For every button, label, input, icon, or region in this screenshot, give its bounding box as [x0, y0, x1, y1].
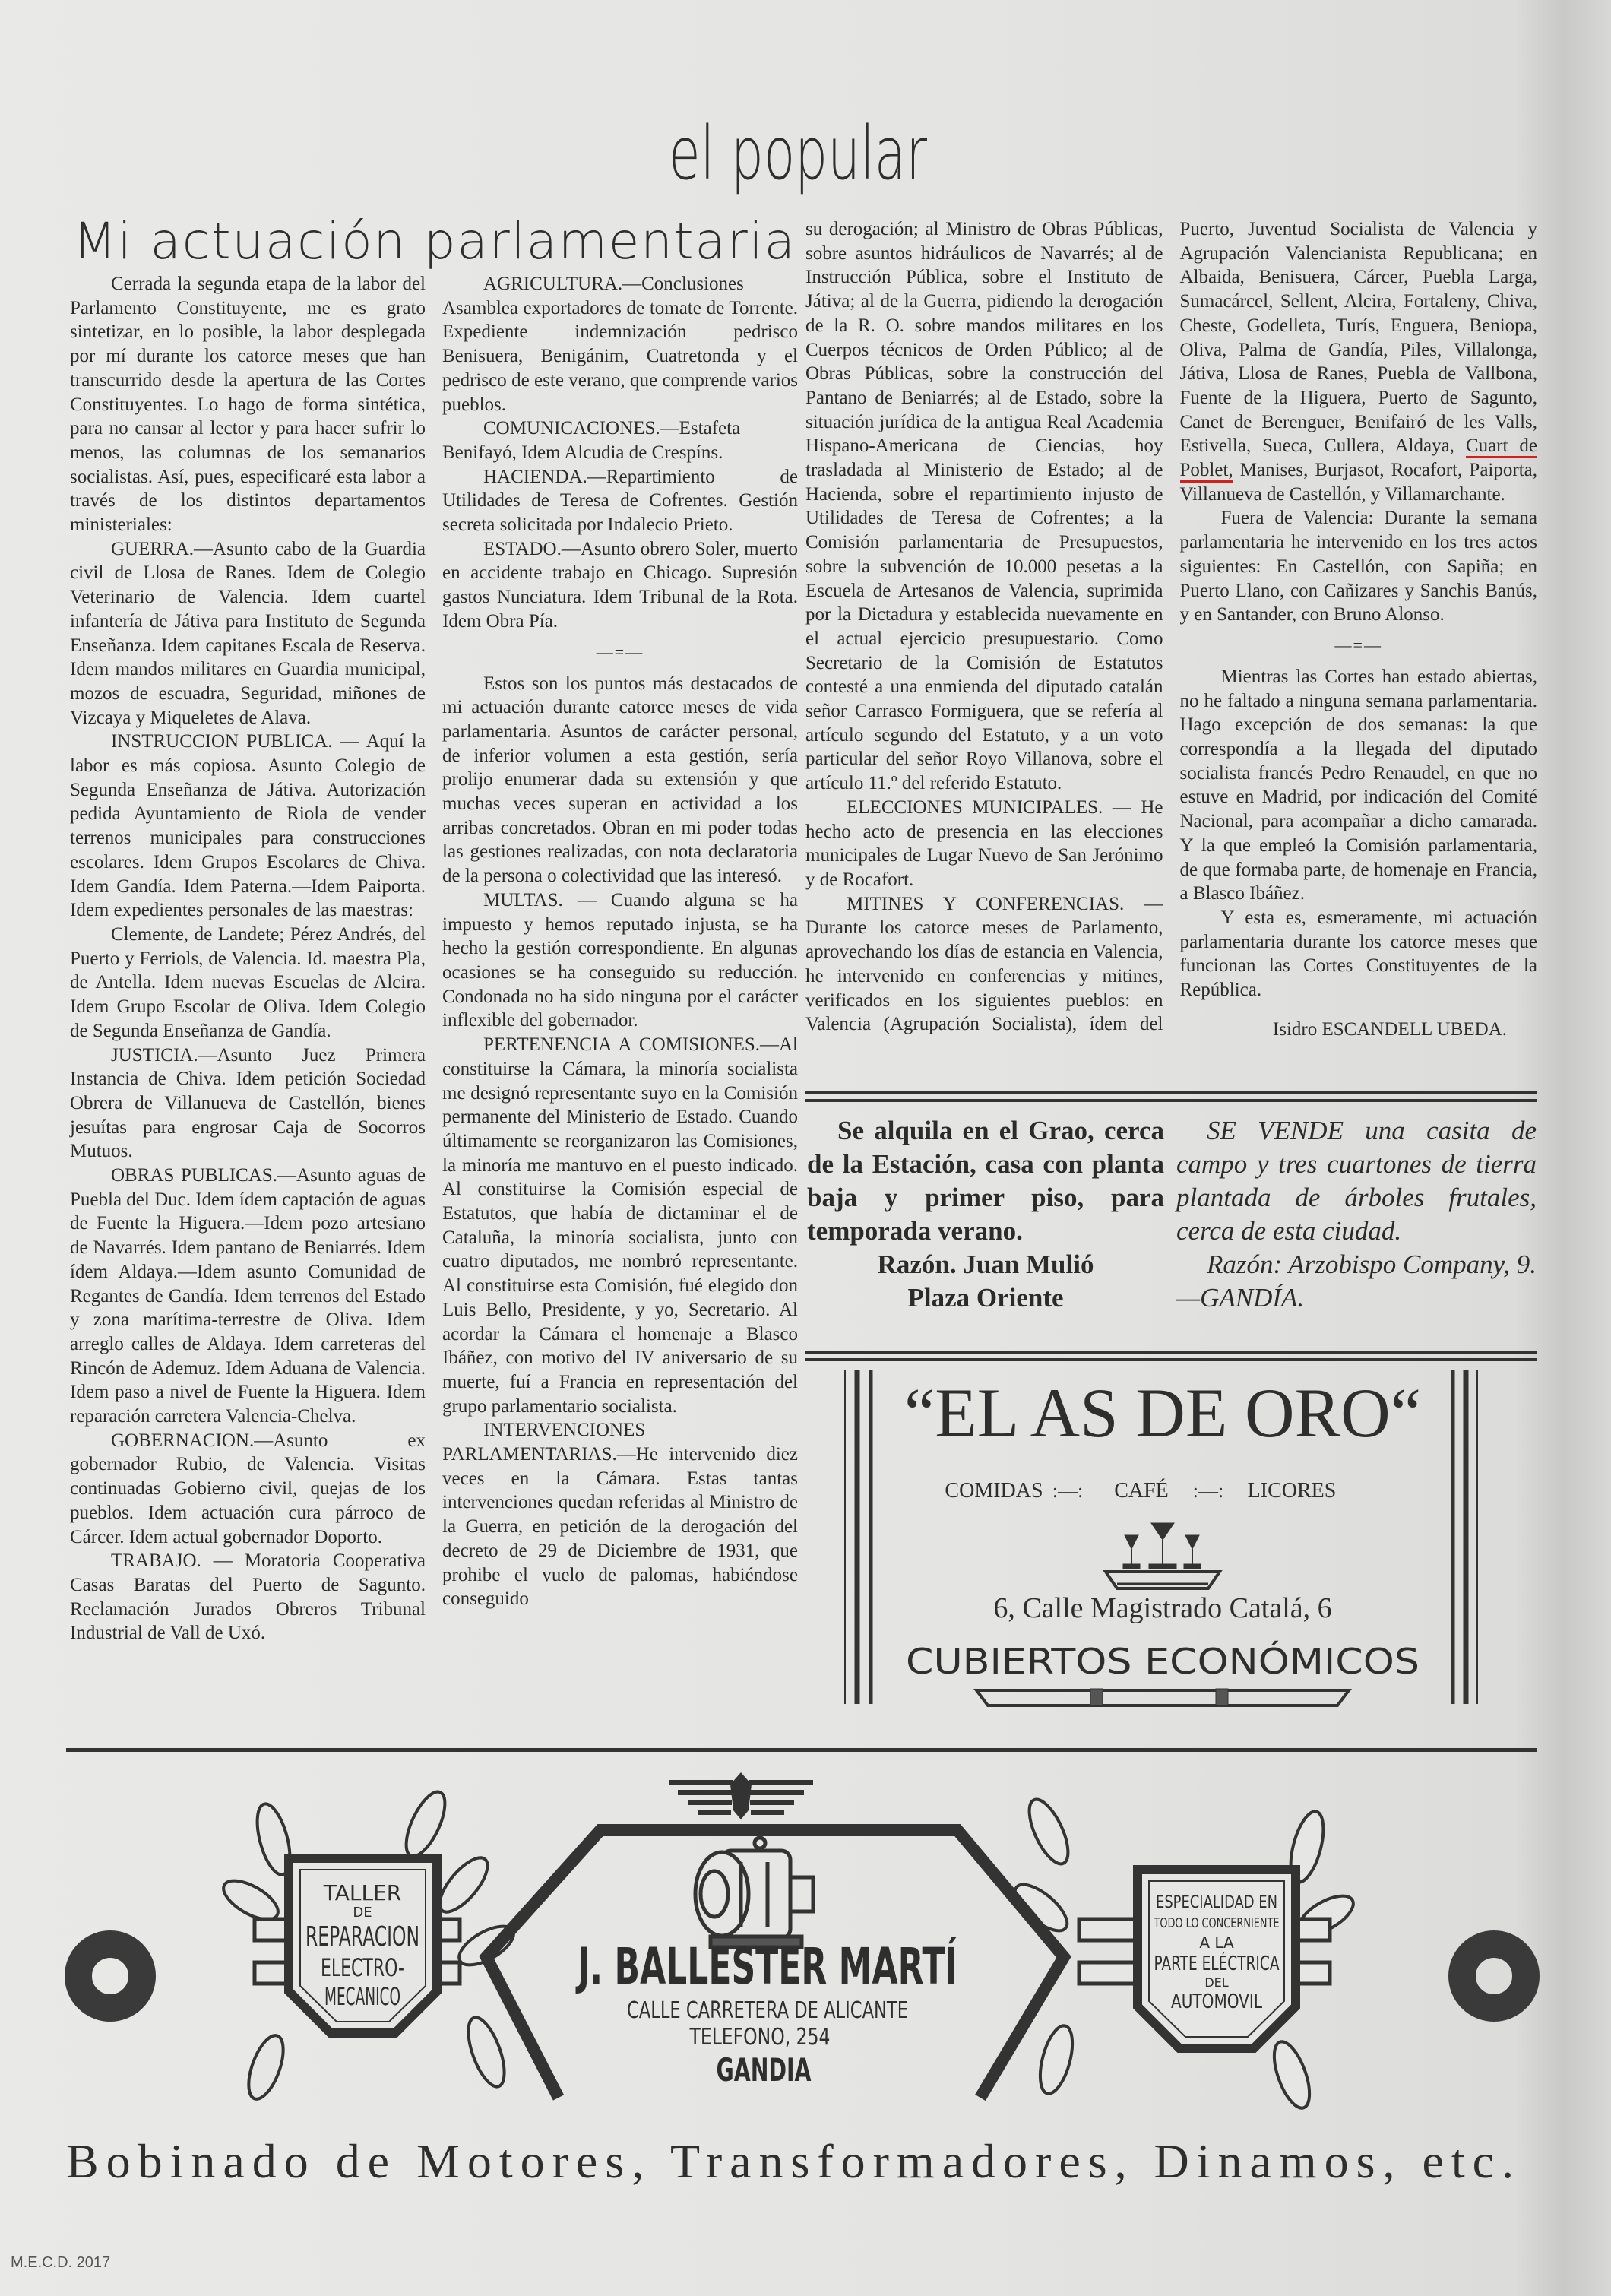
divider	[66, 1748, 1537, 1752]
article-paragraph: Clemente, de Landete; Pérez Andrés, del Puerto y Ferriols, de Valencia. Id. maestra Pla, de Antella. Idem nuevas Escuelas de Alcira. Idem Grupo Escolar de Oliva. Idem Colegio de Segunda Enseñanza de Gandía.	[70, 923, 426, 1041]
article-paragraph: INSTRUCCION PUBLICA. — Aquí la labor es más copiosa. Asunto Colegio de Segunda Enseñanza de Játiva. Autorización pedida Ayuntamiento de Riola de vender terrenos municipales para construcciones escolares. Idem Grupos Escolares de Chiva. Idem Gandía. Idem Paterna.—Idem Paiporta. Idem expedientes personales de las maestras:	[70, 731, 426, 921]
divider	[806, 1358, 1537, 1361]
as-de-oro-name: “EL AS DE ORO“	[904, 1374, 1421, 1452]
ad-venta-text	[1176, 1114, 1537, 1248]
article-paragraph: Mientras las Cortes han estado abiertas, no he faltado a ninguna semana parlamentaria. Hago excepción de dos semanas: la que correspondía a la llegada del diputado socialista francés Pedro Renaudel, en que no estuve en Madrid, por indicación del Comité Nacional, para acompañar a dicho camarada. Y la que empleó la Comisión parlamentaria, de que formaba parte, de homenaje en Francia, a Blasco Ibáñez.	[1179, 666, 1537, 904]
article-paragraph: AGRICULTURA.—Conclusiones Asamblea exportadores de tomate de Torrente. Expediente indemnización pedrisco Benisuera, Benigánim, Cuatretonda y el pedrisco de este verano, que comprende varios pueblos.	[442, 274, 798, 415]
signature: Isidro ESCANDELL UBEDA.	[1272, 1018, 1507, 1040]
service-licores: LICORES	[1247, 1479, 1337, 1503]
mitines-text: MITINES Y CONFERENCIAS. — Durante los catorce meses de Parlamento, aprovechando los días de estancia en Valencia, he intervenido en conferencias y mitines, verificados en los siguientes pueblos: en Valencia (Agrupación Socialista), ídem del Puerto, Juventud Socialista de Valencia y Agrupación Valencianista Republicana; en Albaida, Benisuera, Cárcer, Puebla Larga, Sumacárcel, Sellent, Alcira, Fortaleny, Chiva, Cheste, Godelleta, Turís, Enguera, Beniopa, Oliva, Palma de Gandía, Piles, Villalonga, Játiva, Llosa de Ranes, Puebla de Vallbona, Fuente de la Higuera, Puerto de Sagunto, Canet de Berenguer, Benifairó de les Valls, Estivella, Sueca, Cullera, Aldaya,	[806, 219, 1537, 1035]
article-paragraph: HACIENDA.—Repartimiento de Utilidades de Teresa de Cofrentes. Gestión secreta solicitada por Indalecio Prieto.	[442, 466, 798, 536]
article-paragraph: Cerrada la segunda etapa de la labor del Parlamento Constituyente, me es grato sintetizar, en lo posible, la labor desplegada por mí durante los catorce meses que han transcurrido desde la apertura de las Cortes Constituyentes. Lo hago de forma sintética, para no cansar al lector y para hacer sufrir lo menos, las columnas de los semanarios socialistas. Así, pues, especificaré esta labor a través de los distintos departamentos ministeriales:	[70, 274, 426, 536]
ad-venta	[1176, 1114, 1537, 1315]
shield-left-line: DE	[353, 1905, 372, 1921]
archive-credit: M.E.C.D. 2017	[11, 2254, 111, 2271]
article-paragraph: su derogación; al Ministro de Obras Públicas, sobre asuntos hidráulicos de Navarrés; al de Instrucción Pública, sobre el Instituto de Játiva; al de la Guerra, pidiendo la derogación de la R. O. sobre mandos militares en los Cuerpos técnicos de Orden Público; al de Obras Públicas, sobre la construcción del Pantano de Beniarrés; al de Estado, sobre la situación jurídica de la antigua Real Academia Hispano-Americana de Ciencias, hoy trasladada al Ministerio de Estado; al de Hacienda, sobre el repartimiento injusto de Utilidades de Teresa de Cofrentes; a la Comisión parlamentaria de Presupuestos, sobre la subvención de 10.000 pesetas a la Escuela de Artesanos de Valencia, suprimida por la Dictadura y establecida nuevamente en el actual ejercicio presupuestario. Como Secretario de la Comisión de Estatutos contesté a una enmienda del diputado catalán señor Carrasco Formiguera, que se refería al artículo segundo del Estatuto, y a un voto particular del señor Royo Villanova, sobre el artículo 11.º del referido Estatuto.	[806, 219, 1163, 794]
section-separator: —=—	[1334, 635, 1382, 654]
article-paragraph: PERTENENCIA A COMISIONES.—Al constituirse la Cámara, la minoría socialista me designó representante suyo en la Comisión permanente del Ministerio de Estado. Cuando últimamente se reorganizaron las Comisiones, la minoría me mantuvo en el puesto indicado. Al constituirse la Comisión especial de Estatutos, que había de dictaminar el de Cataluña, la minoría socialista, junto con cuatro diputados, me nombró representante. Al constituirse esta Comisión, fué elegido don Luis Bello, Presidente, y yo, Secretario. Al acordar la Cámara el homenaje a Blasco Ibáñez, con motivo del IV aniversario de su muerte, fuí a Francia en representación del grupo parlamentario socialista.	[442, 1034, 798, 1417]
ad-as-de-oro	[806, 1362, 1550, 1712]
ad-ballester	[0, 1763, 1611, 2219]
service-comidas: COMIDAS	[945, 1479, 1043, 1503]
article-paragraph: COMUNICACIONES.—Estafeta Benifayó, Idem Alcudia de Crespíns.	[442, 418, 741, 463]
shield-right-line: AUTOMOVIL	[1171, 1990, 1263, 2013]
ring-ornament-right	[1462, 1944, 1526, 2008]
ornament	[976, 1689, 1349, 1705]
shield-right-line: TODO LO CONCERNIENTE	[1153, 1915, 1280, 1931]
shield-left	[289, 1858, 437, 2033]
ad-alquiler	[807, 1114, 1164, 1315]
divider	[806, 1099, 1537, 1102]
ad-alquiler-text: Se alquila en el Grao, cerca de la Estación, casa con planta baja y primer piso, para temporada verano.	[807, 1116, 1164, 1246]
as-de-oro-address: 6, Calle Magistrado Catalá, 6	[993, 1592, 1332, 1624]
service-cafe: CAFÉ	[1114, 1479, 1169, 1503]
ballester-slogan: Bobinado de Motores, Transformadores, Dinamos, etc.	[66, 2134, 1514, 2188]
article-title-wrap	[0, 205, 806, 270]
article-paragraph: INTERVENCIONES PARLAMENTARIAS.—He intervenido diez veces en la Cámara. Estas tantas intervenciones quedan referidas al Ministro de la Guerra, en petición de la derogación del decreto de 29 de Diciembre de 1931, que prohibe el vuelo de palomas, habiéndose conseguido	[442, 1420, 798, 1610]
ad-venta-lead: SE VENDE	[1207, 1116, 1344, 1145]
article-paragraph: MULTAS. — Cuando alguna se ha impuesto y hemos reputado injusta, se ha hecho la gestión correspondiente. En algunas ocasiones se ha conseguido su reducción. Condonada no ha sido ninguna por el carácter inflexible del gobernador.	[442, 889, 798, 1031]
article-title: Mi actuación parlamentaria	[73, 212, 795, 270]
ballester-city: GANDIA	[716, 2051, 812, 2089]
shield-right-line: DEL	[1204, 1975, 1229, 1990]
article-paragraph: TRABAJO. — Moratoria Cooperativa Casas Baratas del Puerto de Sagunto. Reclamación Jurados Obreros Tribunal Industrial de Vall de Uxó.	[70, 1550, 426, 1644]
divider	[806, 1351, 1537, 1354]
article-columns-left	[70, 272, 798, 1645]
cocktail-glasses-icon	[1106, 1523, 1220, 1588]
underlined-place: Cuart de Poblet,	[1180, 435, 1538, 483]
article-paragraph: GOBERNACION.—Asunto ex gobernador Rubio, de Valencia. Visitas continuadas Gobierno civil, quejas de los pueblos. Idem actuación cura párroco de Cárcer. Idem actual gobernador Doporto.	[70, 1430, 426, 1547]
ballester-name: J. BALLESTER MARTÍ	[578, 1937, 1147, 1996]
ad-venta-contact: Razón: Arzobispo Company, 9.—GANDÍA.	[1176, 1249, 1537, 1313]
service-separator: :—:	[1052, 1480, 1084, 1502]
ring-ornament-left	[78, 1944, 142, 2008]
masthead-title: el popular	[669, 111, 928, 196]
article-paragraph: OBRAS PUBLICAS.—Asunto aguas de Puebla del Duc. Idem ídem captación de aguas de Fuente la Higuera.—Idem pozo artesiano de Navarrés. Idem pantano de Beniarrés. Idem ídem Aldaya.—Idem asunto Comunidad de Regantes de Gandía. Idem terrenos del Estado y zona marítima-terrestre de Oliva. Idem arreglo calles de Aldaya. Idem carreteras del Rincón de Ademuz. Idem Aduana de Valencia. Idem paso a nivel de Fuente la Higuera. Idem reparación carretera Valencia-Chelva.	[70, 1165, 426, 1427]
shield-right	[1138, 1870, 1331, 2048]
electric-motor-icon	[695, 1838, 813, 1947]
shield-right-line: PARTE ELÉCTRICA	[1154, 1952, 1331, 1975]
ballester-street: CALLE CARRETERA DE ALICANTE	[627, 1997, 908, 2024]
shield-left-line: REPARACION	[305, 1921, 419, 1952]
ad-alquiler-contact: Razón. Juan Mulió	[877, 1249, 1094, 1279]
ballester-phone: TELEFONO, 254	[688, 2024, 831, 2051]
article-paragraph: ELECCIONES MUNICIPALES. — He hecho acto de presencia en las elecciones municipales de Lugar Nuevo de San Jerónimo y de Rocafort.	[806, 796, 1163, 890]
shield-left-line: TALLER	[323, 1880, 402, 1905]
section-separator: —=—	[596, 641, 644, 661]
service-separator: :—:	[1192, 1480, 1224, 1502]
ad-venta-body: una casita de campo y tres cuartones de tierra plantada de árboles frutales, cerca de esta ciudad.	[1176, 1116, 1537, 1246]
as-de-oro-tagline: CUBIERTOS ECONÓMICOS	[906, 1641, 1420, 1682]
article-paragraph: Fuera de Valencia: Durante la semana parlamentaria he intervenido en los tres actos siguientes: En Castellón, con Sapiña; en Puerto Llano, con Cañizares y Sanchis Banús, y en Santander, con Bruno Alonso.	[1179, 508, 1537, 625]
article-paragraph: ESTADO.—Asunto obrero Soler, muerto en accidente trabajo en Chicago. Supresión gastos Nunciatura. Idem Tribunal de la Rota. Idem Obra Pía.	[442, 538, 798, 632]
mitines-text-end: Manises, Burjasot, Rocafort, Paiporta, Villanueva de Castellón, y Villamarchante.	[1179, 460, 1537, 505]
article-paragraph: GUERRA.—Asunto cabo de la Guardia civil de Llosa de Ranes. Idem de Colegio Veterinario de Valencia. Idem cuartel infantería de Játiva para Instituto de Segunda Enseñanza. Idem capitanes Escala de Reserva. Idem mandos militares en Guardia municipal, mozos de escuadra, Seguridad, miñones de Vizcaya y Miqueletes de Alava.	[70, 538, 426, 728]
eagle-emblem-icon	[669, 1772, 813, 1819]
article-paragraph: Estos son los puntos más destacados de mi actuación durante catorce meses de vida parlamentaria. Asuntos de carácter personal, de inferior volumen a esta gestión, sería prolijo enumerar dada su extensión y que muchas veces superan en actividad a los arribas concretados. Obran en mi poder todas las gestiones realizadas, con nota declaratoria de la persona o colectividad que las interesó.	[442, 673, 798, 887]
shield-right-line: ESPECIALIDAD EN	[1156, 1893, 1277, 1912]
article-paragraph: JUSTICIA.—Asunto Juez Primera Instancia de Chiva. Idem petición Sociedad Obrera de Villanueva de Castellón, bienes jesuítas para engrosar Caja de Socorros Mutuos.	[70, 1044, 426, 1162]
divider	[806, 1091, 1537, 1094]
article-columns-right	[806, 217, 1537, 1042]
masthead	[0, 99, 1611, 198]
article-paragraph: Y esta es, esmeramente, mi actuación parlamentaria durante los catorce meses que funcionan las Cortes Constituyentes de la República.	[1179, 907, 1537, 1001]
shield-left-line: ELECTRO-	[321, 1953, 404, 1982]
shield-left-line: MECANICO	[324, 1982, 400, 2011]
ad-alquiler-location: Plaza Oriente	[907, 1283, 1064, 1313]
shield-right-line: A LA	[1199, 1933, 1234, 1952]
